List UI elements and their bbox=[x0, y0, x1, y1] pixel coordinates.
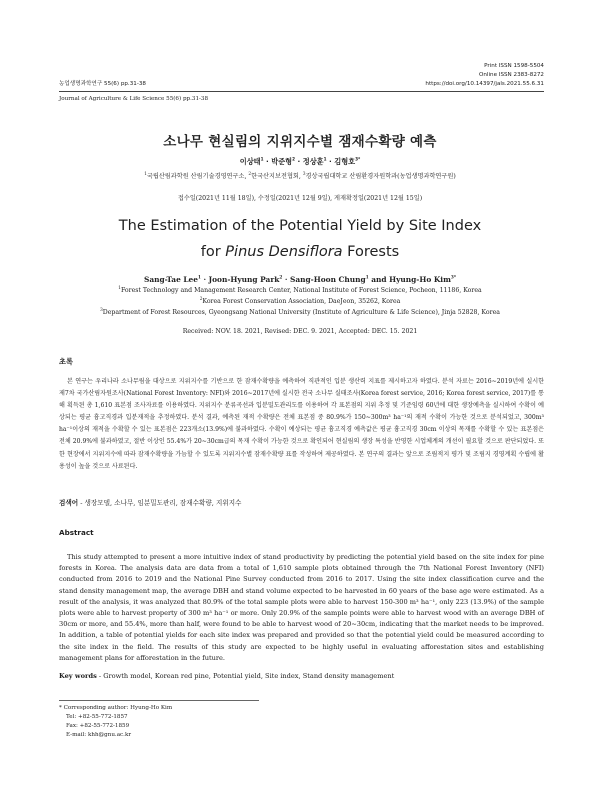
author-sup: 2 bbox=[292, 156, 296, 162]
author-sup: 1 bbox=[365, 274, 369, 280]
dates-ko: 접수일(2021년 11월 18일), 수정일(2021년 12월 9일), 게재확정일(2021년 12월 15일) bbox=[177, 195, 423, 202]
keywords-en: Key words - Growth model, Korean red pine, Potential yield, Site index, Stand density management bbox=[59, 672, 395, 680]
title-en-post: Forests bbox=[342, 244, 400, 260]
affiliation-sup: 1 bbox=[144, 170, 147, 176]
title-en-species: Pinus Densiflora bbox=[225, 244, 343, 260]
footnote-rule bbox=[59, 700, 259, 701]
author-sup: 2 bbox=[279, 274, 283, 280]
author-en: Hyung-Ho Kim bbox=[389, 275, 451, 284]
doi-link[interactable]: https://doi.org/10.14397/jals.2021.55.6.31 bbox=[425, 81, 544, 87]
journal-en: Journal of Agriculture & Life Science 55(6) pp.31-38 bbox=[59, 96, 209, 102]
affiliation-sup: 2 bbox=[248, 170, 252, 176]
affiliation-en-1: $^1$Forest Technology and Management Research Center, National Institute of Forest Science, Pocheon, 11186, Korea bbox=[118, 284, 482, 294]
journal-ko: 농업생명과학연구 55(6) pp.31-38 bbox=[59, 81, 146, 87]
affiliation-en-2: $^2$Korea Forest Conservation Association, DaeJeon, 35262, Korea bbox=[199, 295, 401, 305]
abstract-en-heading: Abstract bbox=[59, 528, 94, 537]
author-sup: 3* bbox=[450, 274, 457, 280]
online-issn: Online ISSN 2383-8272 bbox=[478, 72, 544, 78]
affiliation-sup: 3 bbox=[302, 170, 306, 176]
keywords-ko-list: 생장모델, 소나무, 임분밀도관리, 잠재수확량, 지위지수 bbox=[84, 499, 242, 507]
keywords-en-list: Growth model, Korean red pine, Potential yield, Site index, Stand density management bbox=[103, 672, 395, 680]
author-sup: 1 bbox=[323, 156, 327, 162]
author-ko: 박준형 bbox=[271, 157, 293, 166]
affiliation-ko: $^1$국립산림과학원 산림기술경영연구소, $^2$한국산지보전협회, $^3$경상국립대학교 산림환경자원학과(농업생명과학연구원) bbox=[144, 170, 456, 180]
author-sup: 1 bbox=[197, 274, 201, 280]
author-ko: 이상태 bbox=[239, 157, 261, 166]
title-ko: 소나무 현실림의 지위지수별 잼재수확량 예측 bbox=[163, 134, 437, 150]
footnote-tel: Tel: +82-55-772-1857 bbox=[66, 714, 128, 720]
author-en: Sang-Hoon Chung bbox=[290, 275, 366, 284]
author-en: Sang-Tae Lee bbox=[143, 275, 198, 284]
abstract-ko-heading: 초록 bbox=[59, 357, 73, 366]
print-issn: Print ISSN 1598-5504 bbox=[484, 63, 544, 69]
dates-en: Received: NOV. 18. 2021, Revised: DEC. 9. 2021, Accepted: DEC. 15. 2021 bbox=[182, 328, 418, 335]
author-sup: 3* bbox=[355, 156, 361, 162]
title-en-pre: for bbox=[200, 244, 226, 260]
header-rule bbox=[59, 91, 544, 92]
title-en-line1: The Estimation of the Potential Yield by Site Index bbox=[118, 218, 482, 234]
author-sup: 1 bbox=[260, 156, 264, 162]
abstract-en-body: This study attempted to present a more intuitive index of stand productivity by predicting the potential yield based on the site index for pine forests in Korea. The analysis data are data from a total of 1,610 sample plots obtained through the 7th National Forest Inventory (NFI) conducted from 2016 to 2019 and the National Pine Survey conducted from 2016 to 2017. Using the site index classification curve and the stand density management map, the average DBH and stand volume expected to be harvested in 60 years of the base age were estimated. As a result of the analysis, it was analyzed that 80.9% of the total sample plots were able to harvest 150-300 m³ ha⁻¹, only 223 (13.9%) of the sample plots were able to harvest property of 300 m³ ha⁻¹ or more. Only 20.9% of the sample points were able to harvest wood with an average DBH of 30cm or more, and 55.4%, more than half, were found to be able to harvest wood of 20~30cm, indicating that the market needs to be improved. In addition, a table of potential yields for each site index was prepared and provided so that the potential yield could be measured according to the site index in the field. The results of this study are expected to be highly useful in evaluating afforestation sites and establishing management plans for afforestation in the future. bbox=[59, 553, 544, 662]
authors-ko: 이상태$^1$ · 박준형$^2$ · 정상훈$^1$ · 김형호$^{3*}$ bbox=[239, 156, 361, 166]
footnote-fax: Fax: +82-55-772-1859 bbox=[66, 723, 130, 729]
keywords-en-label: Key words bbox=[59, 672, 97, 680]
title-en-line2 bbox=[0, 244, 600, 260]
keywords-ko-label: 검색어 bbox=[59, 499, 79, 507]
author-en: Joon-Hyung Park bbox=[208, 275, 280, 284]
author-ko: 김형호 bbox=[334, 157, 356, 166]
footnote-email[interactable]: E-mail: khh@gnu.ac.kr bbox=[66, 732, 132, 738]
abstract-ko-body: 본 연구는 우리나라 소나무림을 대상으로 지위지수를 기반으로 한 잠재수확량을 예측하여 직관적인 입분 생산력 지표를 제시하고자 하였다. 분석 자료는 2016~2019년에 실시한 제7차 국가산림자원조사(National Forest Inventory: NFI)와 2016~2017년에 실시한 전국 소나무 실태조사(Korea forest service, 2016; Korea forest service, 2017)를 통해 획득된 총 1,610 표본점 조사자료를 이용하였다. 지위지수 분류곡선과 입분밀도관리도를 이용하여 각 표본점의 지위 추정 및 기준임령 60년에 대한 생장예측을 실시하여 수확이 예상되는 평균 흉고직경과 입분재적을 추정하였다. 분석 결과, 예측된 재적 수확량은 전체 표본점 중 80.9%가 150~300m³ ha⁻¹의 재적 수확이 가능한 것으로 분석되었고, 300m³ ha⁻¹이상의 재적을 수확할 수 있는 표본점은 223개소(13.9%)에 불과하였다. 수확이 예상되는 평균 흉고직경 예측값은 평균 흉고직경 30cm 이상의 목재를 수확할 수 있는 표본점은 전체 20.9%에 불과하였고, 절반 이상인 55.4%가 20~30cm급의 목재 수확이 가능한 것으로 확인되어 현실림의 생장 특성을 반영한 시업체계의 개선이 필요할 것으로 판단되었다. 또한 현장에서 지위지수에 따라 잠재수확량을 가늠할 수 있도록 지위지수별 잠재수확량 표를 작성하여 제공하였다. 본 연구의 결과는 앞으로 조림적지 평가 및 조림지 경영계획 수립에 활용성이 높을 것으로 사료된다. bbox=[59, 378, 544, 470]
affiliation-en-3: $^3$Department of Forest Resources, Gyeongsang National University (Institute of Agriculture & Life Science), Jinja 52828, Korea bbox=[100, 306, 500, 316]
author-ko: 정상훈 bbox=[302, 157, 324, 166]
authors-en: Sang-Tae Lee$^1$ · Joon-Hyung Park$^2$ · Sang-Hoon Chung$^1$ and Hyung-Ho Kim$^{3*}$ bbox=[143, 274, 457, 284]
footnote-corresponding: * Corresponding author: Hyung-Ho Kim bbox=[59, 705, 173, 711]
keywords-ko: 검색어 - 생장모델, 소나무, 임분밀도관리, 잠재수확량, 지위지수 bbox=[59, 499, 242, 507]
